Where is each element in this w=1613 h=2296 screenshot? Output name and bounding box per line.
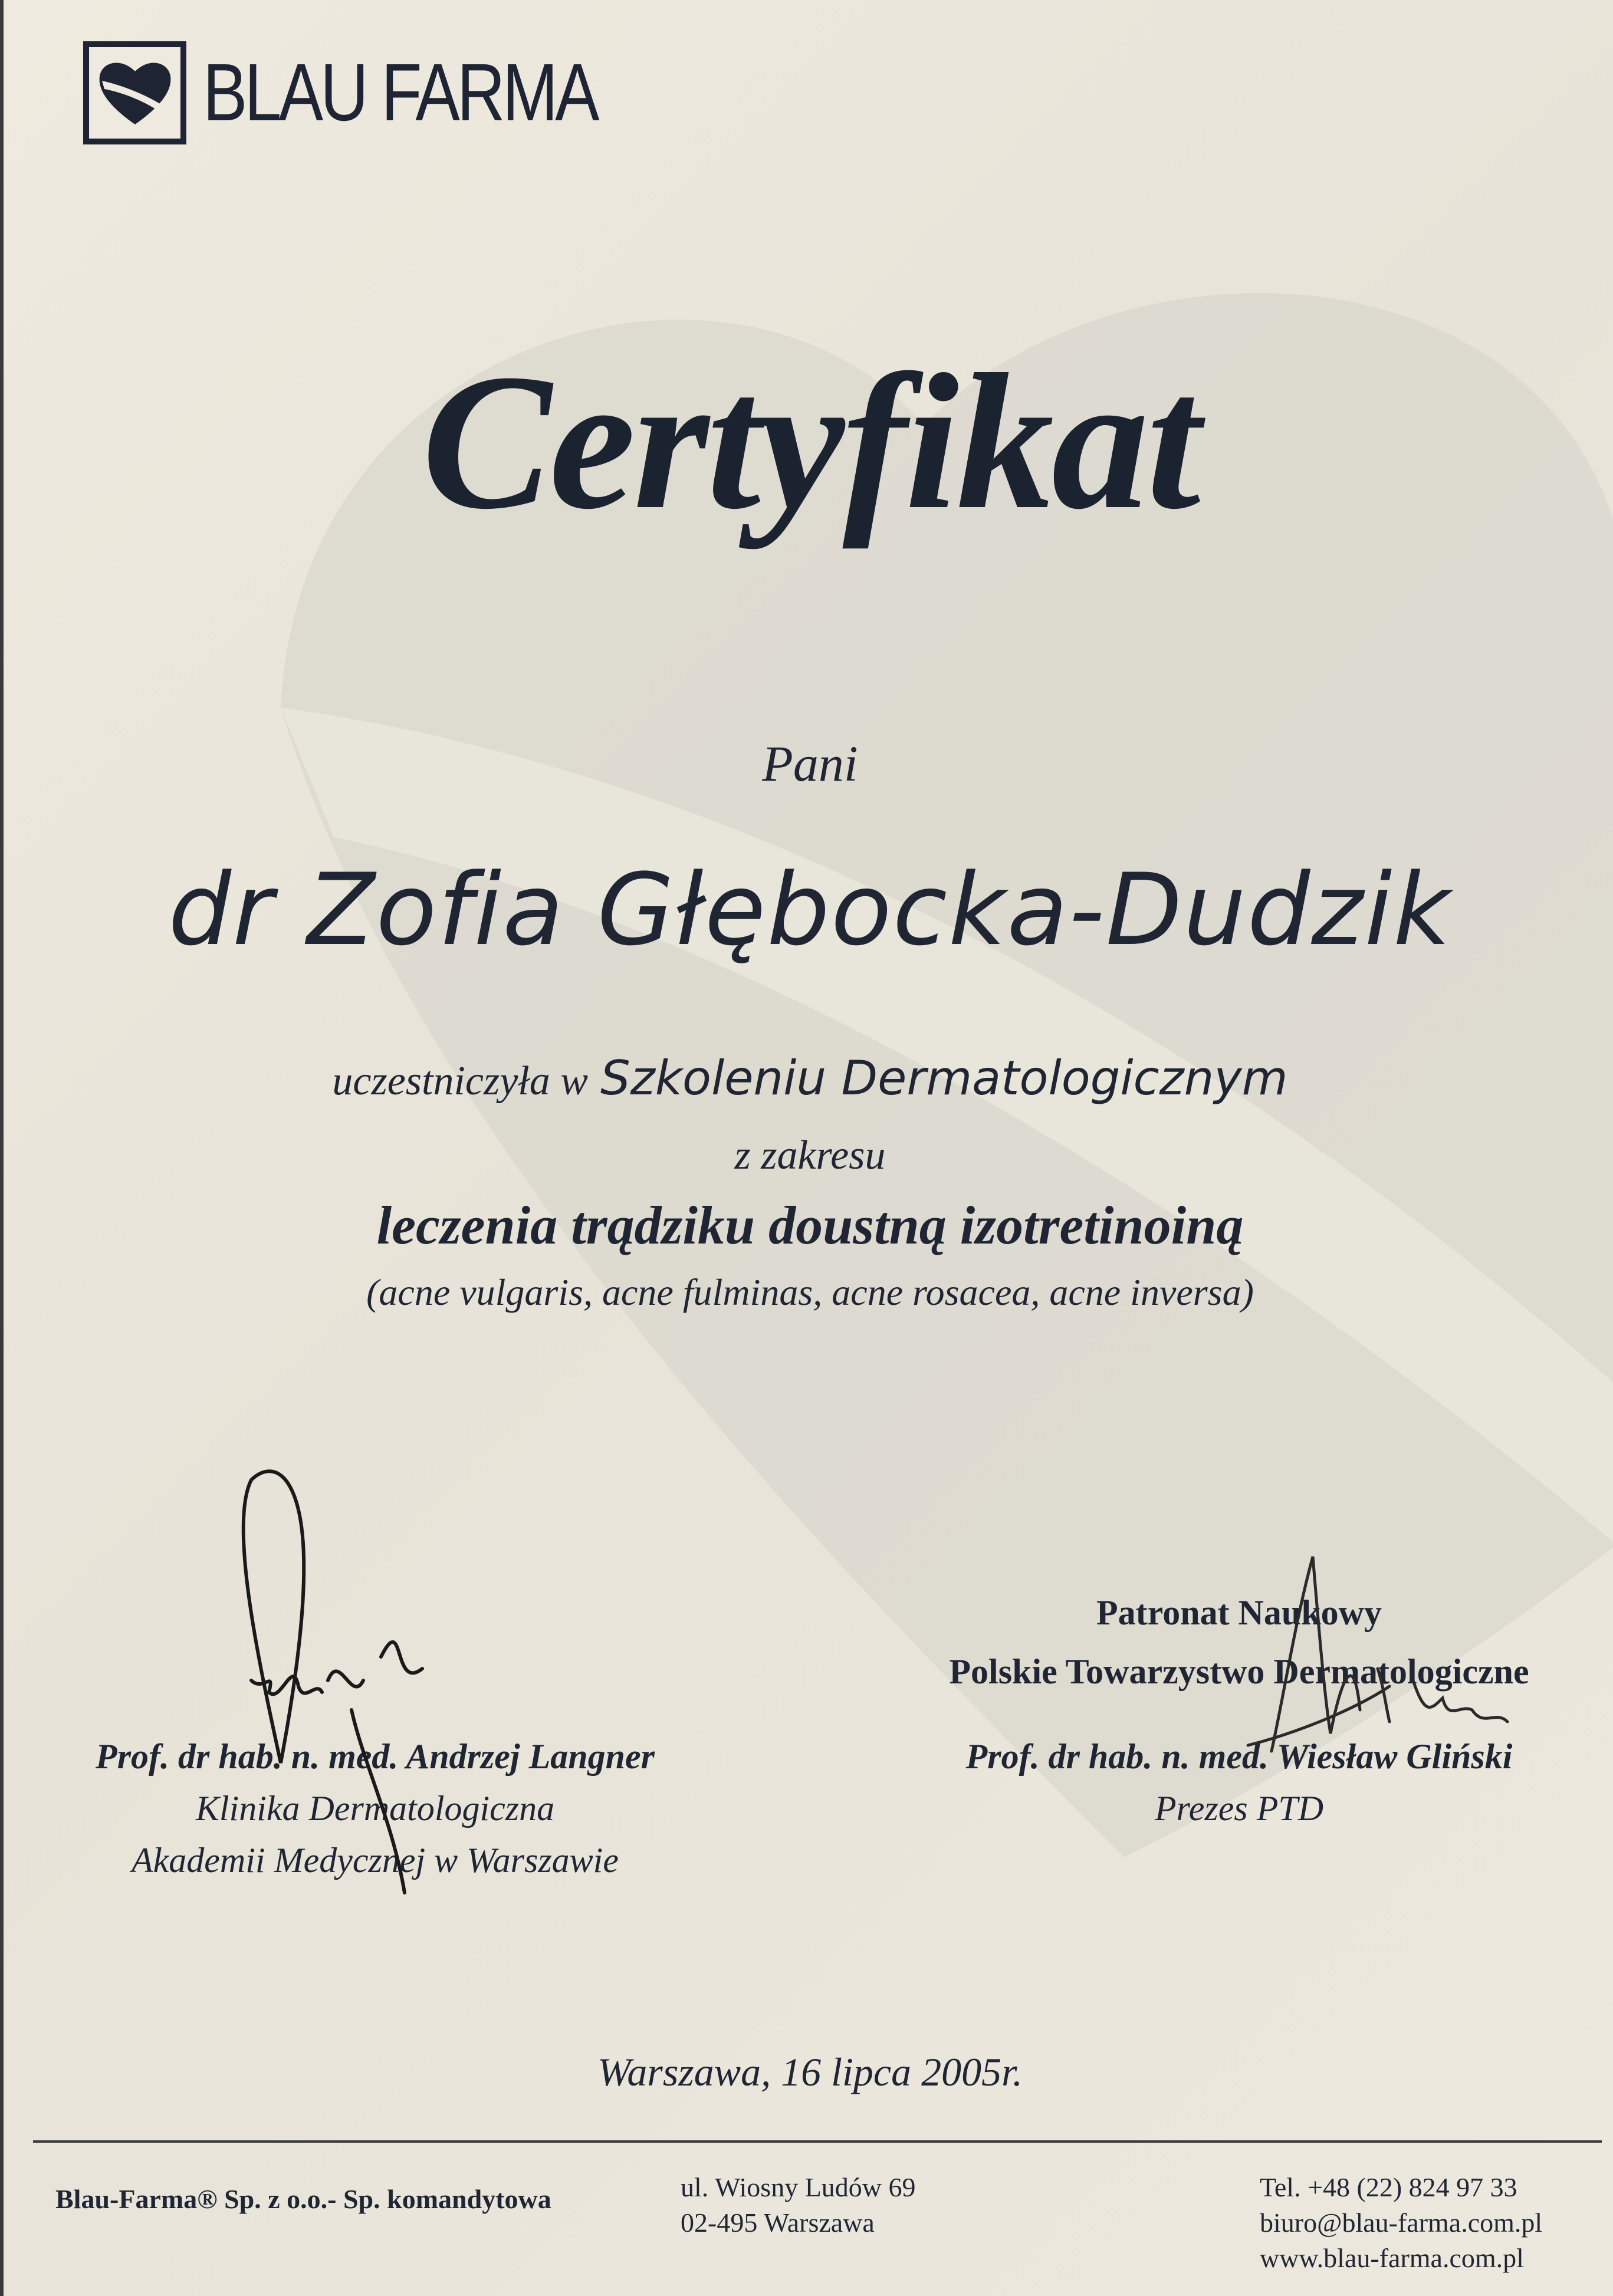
participation-line bbox=[4, 1050, 1613, 1107]
patronage-label: Patronat Naukowy bbox=[1096, 1593, 1382, 1632]
left-signatory-clinic: Klinika Dermatologiczna bbox=[195, 1789, 555, 1828]
footer-address bbox=[681, 2170, 916, 2241]
footer-divider bbox=[33, 2140, 1602, 2143]
footer-company: Blau-Farma® Sp. z o.o.- Sp. komandytowa bbox=[55, 2184, 551, 2214]
training-subject: leczenia trądziku doustną izotretinoiną bbox=[376, 1195, 1244, 1255]
footer-contact bbox=[1260, 2170, 1542, 2276]
training-name: Szkoleniu Dermatologicznym bbox=[600, 1051, 1288, 1106]
right-signature bbox=[1236, 1533, 1519, 1781]
brand-logo bbox=[83, 41, 683, 144]
salutation: Pani bbox=[762, 735, 858, 792]
address-street: ul. Wiosny Ludów 69 bbox=[681, 2172, 916, 2202]
society-name: Polskie Towarzystwo Dermatologiczne bbox=[949, 1652, 1529, 1691]
contact-email: biuro@blau-farma.com.pl bbox=[1260, 2208, 1543, 2238]
left-signatory-name: Prof. dr hab. n. med. Andrzej Langner bbox=[96, 1737, 655, 1776]
address-city: 02-495 Warszawa bbox=[681, 2208, 875, 2238]
right-signatory-name: Prof. dr hab. n. med. Wiesław Gliński bbox=[965, 1737, 1513, 1776]
heart-shield-icon bbox=[83, 41, 186, 144]
issue-date: Warszawa, 16 lipca 2005r. bbox=[597, 2050, 1023, 2094]
brand-name: BLAU FARMA bbox=[203, 47, 597, 138]
right-signatory-role: Prezes PTD bbox=[1154, 1789, 1324, 1828]
contact-phone: Tel. +48 (22) 824 97 33 bbox=[1260, 2172, 1517, 2202]
participation-prefix: uczestniczyła w bbox=[332, 1058, 588, 1104]
certificate-title: Certyfikat bbox=[422, 334, 1198, 550]
acne-types: (acne vulgaris, acne fulminas, acne rosacea, acne inversa) bbox=[366, 1271, 1254, 1313]
recipient-name: dr Zofia Głębocka-Dudzik bbox=[168, 852, 1452, 968]
scope-label: z zakresu bbox=[734, 1133, 886, 1178]
heart-icon bbox=[94, 55, 176, 131]
left-signature bbox=[228, 1456, 464, 1904]
contact-website: www.blau-farma.com.pl bbox=[1260, 2243, 1524, 2273]
left-signatory-academy: Akademii Medycznej w Warszawie bbox=[132, 1841, 619, 1880]
